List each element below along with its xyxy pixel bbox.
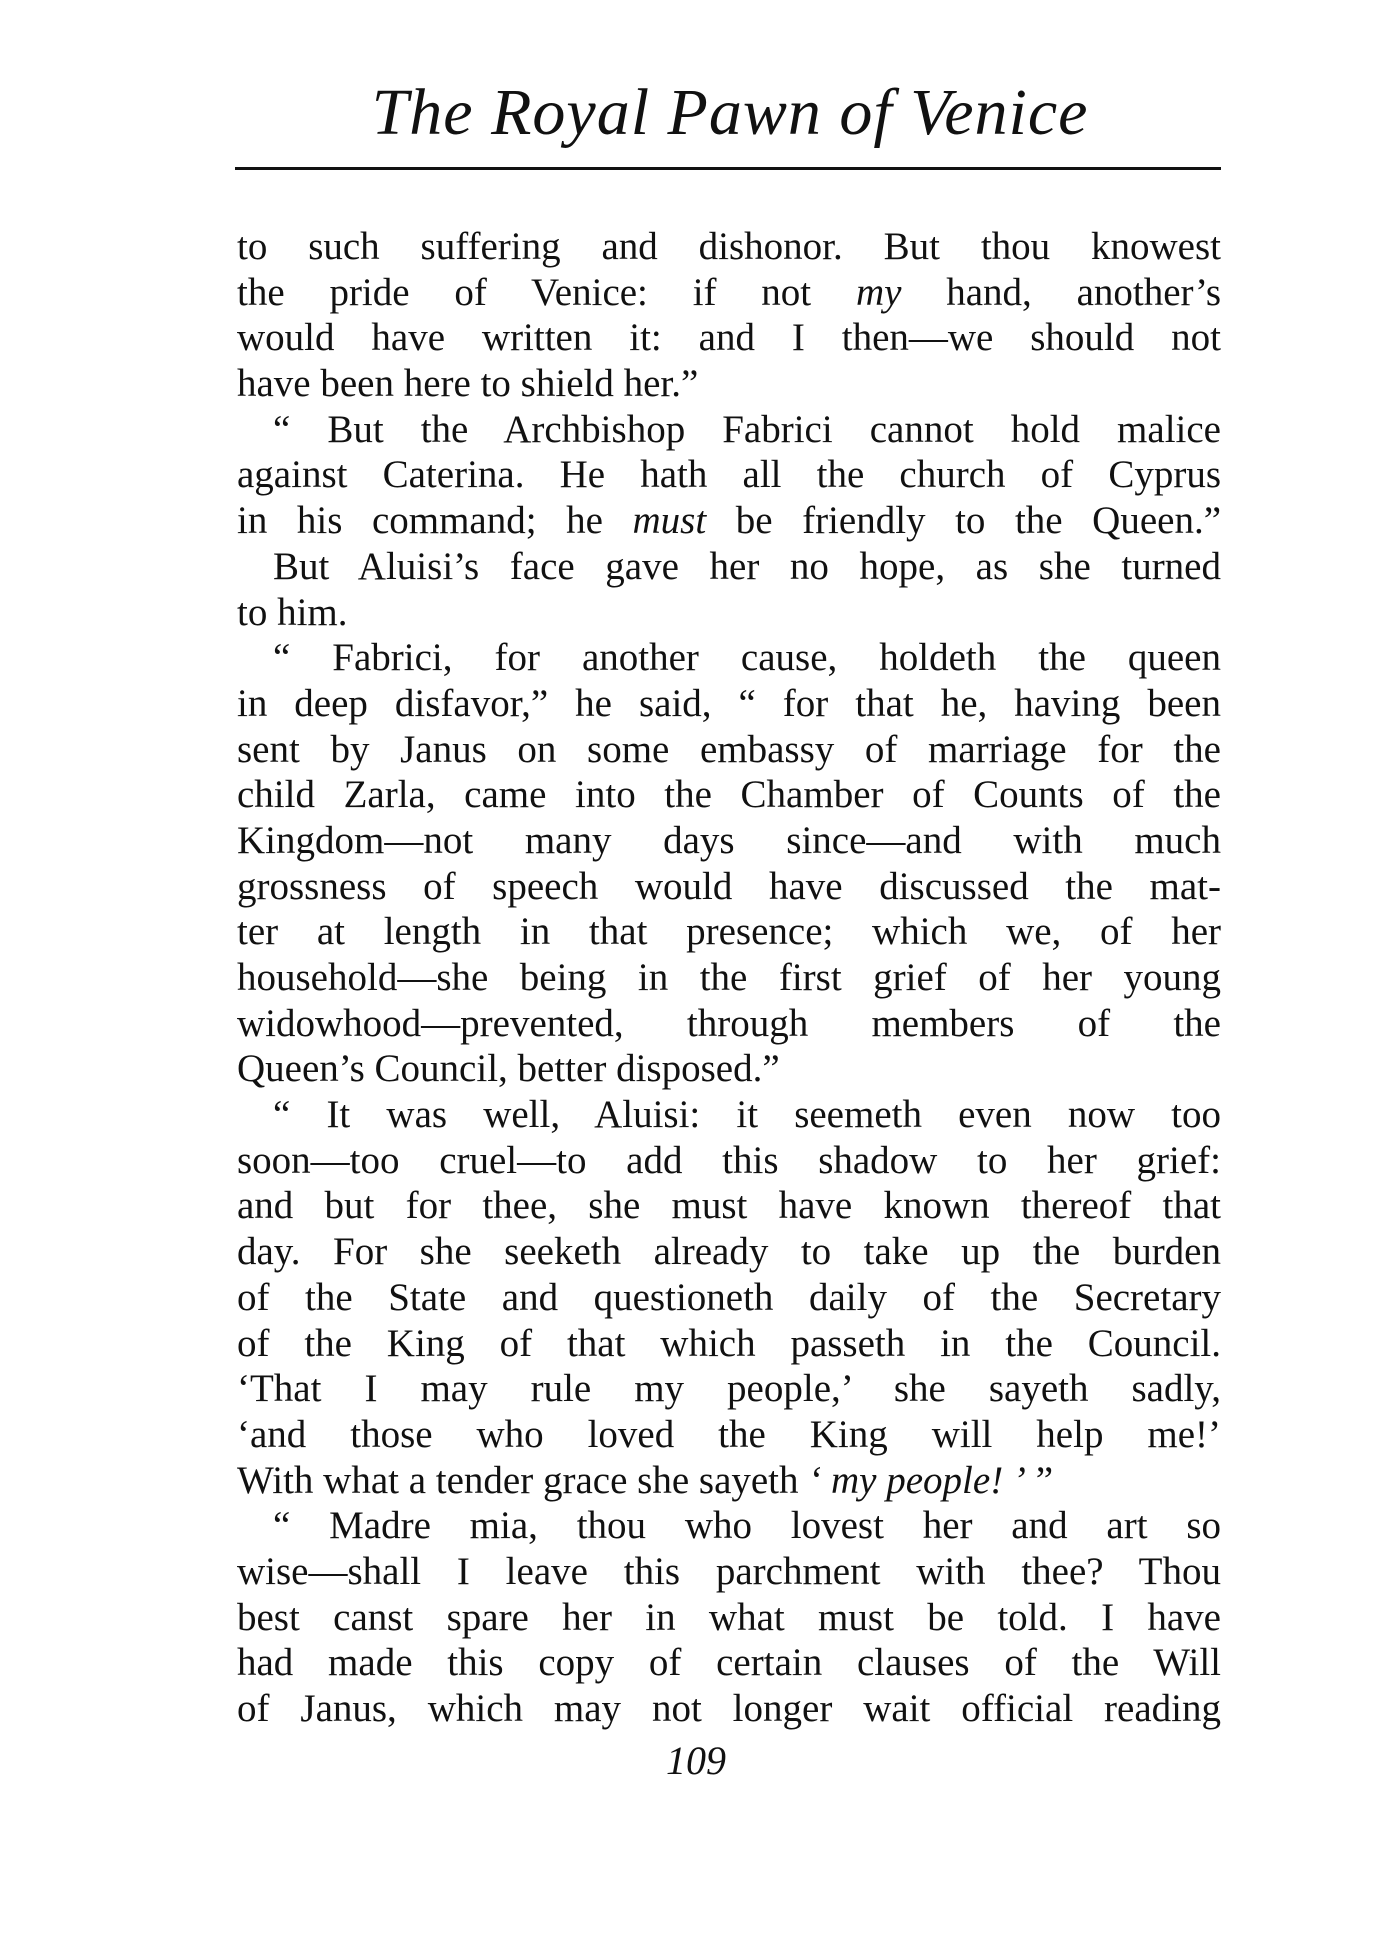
text-line: soon—too cruel—to add this shadow to her grief: bbox=[237, 1138, 1221, 1182]
text-run: be friendly to the Queen.” bbox=[706, 499, 1221, 543]
text-line: and but for thee, she must have known thereof that bbox=[237, 1184, 1221, 1228]
text-line: ‘That I may rule my people,’ she sayeth sadly, bbox=[237, 1367, 1221, 1411]
text-run: the pride of Venice: if not bbox=[237, 270, 856, 314]
italic-emphasis: ‘ my people! ’ bbox=[808, 1458, 1026, 1502]
text-line: child Zarla, came into the Chamber of Counts of the bbox=[237, 773, 1221, 817]
text-line: wise—shall I leave this parchment with thee? Thou bbox=[237, 1549, 1221, 1593]
text-run: in his command; he bbox=[237, 499, 633, 543]
text-line: best canst spare her in what must be told. I have bbox=[237, 1595, 1221, 1639]
text-line: Kingdom—not many days since—and with much bbox=[237, 818, 1221, 862]
text-line: “ It was well, Aluisi: it seemeth even now too bbox=[273, 1093, 1221, 1137]
text-line: have been here to shield her.” bbox=[237, 362, 699, 406]
body-text bbox=[237, 224, 1221, 1732]
text-line: grossness of speech would have discussed the mat- bbox=[237, 864, 1221, 908]
header-rule bbox=[235, 167, 1221, 170]
text-line: household—she being in the first grief of her young bbox=[237, 956, 1221, 999]
text-run: hand, another’s bbox=[901, 270, 1221, 314]
text-line: against Caterina. He hath all the church of Cyprus bbox=[237, 453, 1221, 497]
text-line: of the King of that which passeth in the Council. bbox=[237, 1321, 1221, 1365]
text-line: would have written it: and I then—we should not bbox=[237, 316, 1221, 360]
text-line: ‘and those who loved the King will help me!’ bbox=[237, 1412, 1221, 1456]
text-line: to such suffering and dishonor. But thou knowest bbox=[237, 225, 1221, 268]
italic-emphasis: must bbox=[632, 499, 707, 543]
text-line bbox=[237, 1458, 1221, 1504]
running-title: The Royal Pawn of Venice bbox=[371, 76, 1089, 149]
text-line: widowhood—prevented, through members of the bbox=[237, 1001, 1221, 1045]
text-line: in deep disfavor,” he said, “ for that he, having been bbox=[237, 681, 1221, 725]
page-number: 109 bbox=[666, 1738, 726, 1783]
text-line: of Janus, which may not longer wait official reading bbox=[237, 1687, 1221, 1730]
text-line: sent by Janus on some embassy of marriage for the bbox=[237, 727, 1221, 771]
text-run: With what a tender grace she sayeth bbox=[237, 1458, 809, 1502]
text-line: day. For she seeketh already to take up the burden bbox=[237, 1230, 1221, 1274]
text-line: of the State and questioneth daily of the Secretary bbox=[237, 1275, 1221, 1319]
text-line: “ But the Archbishop Fabrici cannot hold malice bbox=[273, 407, 1221, 451]
italic-emphasis: my bbox=[855, 270, 902, 314]
text-line: had made this copy of certain clauses of the Will bbox=[237, 1641, 1221, 1685]
text-line: Queen’s Council, better disposed.” bbox=[237, 1047, 780, 1091]
text-run: ” bbox=[1025, 1458, 1053, 1502]
text-line: to him. bbox=[237, 590, 348, 634]
text-line bbox=[237, 270, 1221, 316]
text-line: But Aluisi’s face gave her no hope, as she turned bbox=[273, 544, 1221, 588]
text-line: “ Madre mia, thou who lovest her and art so bbox=[273, 1504, 1221, 1548]
text-line bbox=[237, 498, 1221, 544]
text-line: “ Fabrici, for another cause, holdeth the queen bbox=[273, 636, 1221, 680]
text-line: ter at length in that presence; which we, of her bbox=[237, 910, 1221, 954]
